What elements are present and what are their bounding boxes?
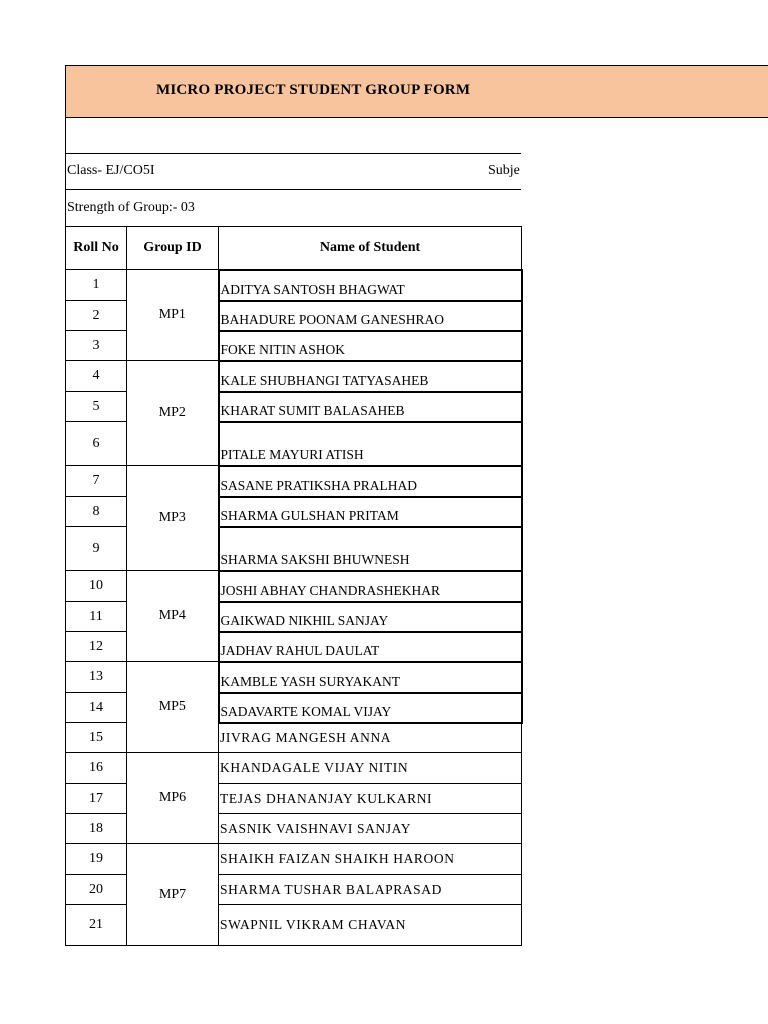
roll-cell: 12 <box>66 632 127 662</box>
student-name-cell: PITALE MAYURI ATISH <box>219 422 522 466</box>
strength-label: Strength of Group:- 03 <box>67 200 195 215</box>
roll-cell: 11 <box>66 602 127 632</box>
roll-cell: 18 <box>66 814 127 844</box>
strength-row <box>65 190 521 226</box>
roll-cell: 6 <box>66 422 127 466</box>
student-name-cell: ADITYA SANTOSH BHAGWAT <box>219 270 522 301</box>
roll-cell: 7 <box>66 466 127 497</box>
header-group-id: Group ID <box>127 227 219 270</box>
roll-cell: 19 <box>66 844 127 875</box>
student-name-cell: SHARMA TUSHAR BALAPRASAD <box>219 875 522 905</box>
table-row <box>66 753 522 784</box>
header-roll-no: Roll No <box>66 227 127 270</box>
student-name-cell: FOKE NITIN ASHOK <box>219 331 522 361</box>
group-cell: MP6 <box>127 753 219 844</box>
student-name-cell: JIVRAG MANGESH ANNA <box>219 723 522 753</box>
table-row <box>66 361 522 392</box>
student-name-cell: SASANE PRATIKSHA PRALHAD <box>219 466 522 497</box>
table-row <box>66 270 522 301</box>
roll-cell: 14 <box>66 693 127 723</box>
roll-cell: 17 <box>66 784 127 814</box>
student-name-cell: KHARAT SUMIT BALASAHEB <box>219 392 522 422</box>
roll-cell: 2 <box>66 301 127 331</box>
group-cell: MP1 <box>127 270 219 361</box>
roll-cell: 8 <box>66 497 127 527</box>
student-name-cell: GAIKWAD NIKHIL SANJAY <box>219 602 522 632</box>
table-header-row <box>66 227 522 270</box>
student-name-cell: KAMBLE YASH SURYAKANT <box>219 662 522 693</box>
roll-cell: 21 <box>66 905 127 946</box>
title-band <box>65 65 768 118</box>
student-name-cell: SASNIK VAISHNAVI SANJAY <box>219 814 522 844</box>
student-name-cell: SHARMA GULSHAN PRITAM <box>219 497 522 527</box>
student-name-cell: SWAPNIL VIKRAM CHAVAN <box>219 905 522 946</box>
roll-cell: 13 <box>66 662 127 693</box>
roll-cell: 16 <box>66 753 127 784</box>
student-name-cell: TEJAS DHANANJAY KULKARNI <box>219 784 522 814</box>
student-name-cell: SHARMA SAKSHI BHUWNESH <box>219 527 522 571</box>
class-row <box>65 154 521 190</box>
roll-cell: 10 <box>66 571 127 602</box>
group-cell: MP7 <box>127 844 219 946</box>
group-cell: MP2 <box>127 361 219 466</box>
roll-cell: 15 <box>66 723 127 753</box>
student-name-cell: JOSHI ABHAY CHANDRASHEKHAR <box>219 571 522 602</box>
student-table <box>65 226 523 946</box>
group-cell: MP4 <box>127 571 219 662</box>
student-name-cell: BAHADURE POONAM GANESHRAO <box>219 301 522 331</box>
blank-row <box>65 118 521 154</box>
student-name-cell: KHANDAGALE VIJAY NITIN <box>219 753 522 784</box>
roll-cell: 9 <box>66 527 127 571</box>
roll-cell: 20 <box>66 875 127 905</box>
student-name-cell: SADAVARTE KOMAL VIJAY <box>219 693 522 723</box>
table-row <box>66 571 522 602</box>
subject-label: Subje <box>488 163 520 178</box>
roll-cell: 4 <box>66 361 127 392</box>
table-row <box>66 662 522 693</box>
roll-cell: 3 <box>66 331 127 361</box>
student-name-cell: JADHAV RAHUL DAULAT <box>219 632 522 662</box>
class-label: Class- EJ/CO5I <box>67 163 155 178</box>
group-cell: MP5 <box>127 662 219 753</box>
header-student-name: Name of Student <box>219 227 522 270</box>
page-title: MICRO PROJECT STUDENT GROUP FORM <box>156 82 471 98</box>
roll-cell: 5 <box>66 392 127 422</box>
student-name-cell: SHAIKH FAIZAN SHAIKH HAROON <box>219 844 522 875</box>
roll-cell: 1 <box>66 270 127 301</box>
student-name-cell: KALE SHUBHANGI TATYASAHEB <box>219 361 522 392</box>
table-row <box>66 844 522 875</box>
group-cell: MP3 <box>127 466 219 571</box>
table-row <box>66 466 522 497</box>
